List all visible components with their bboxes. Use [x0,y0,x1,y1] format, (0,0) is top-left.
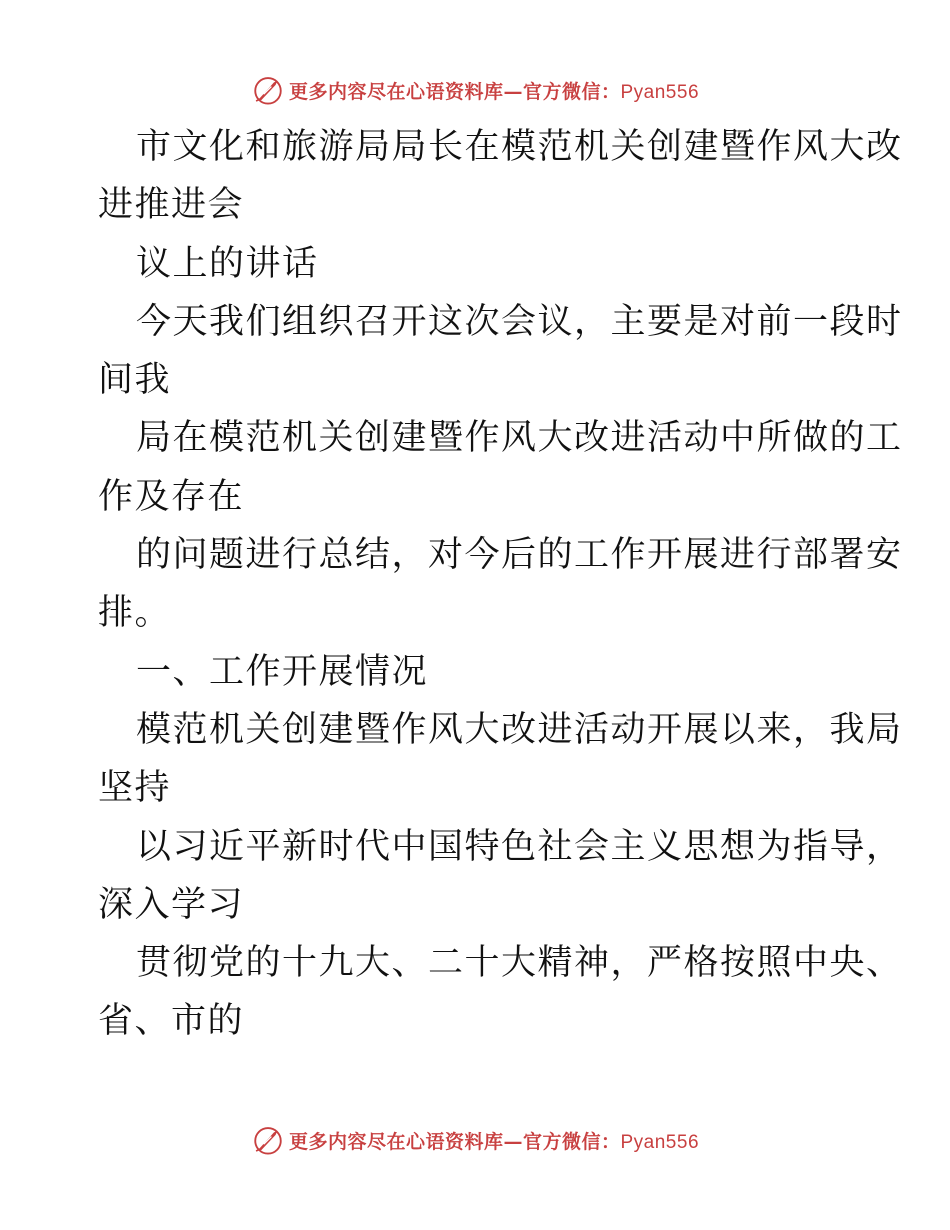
watermark-text: 更多内容尽在心语资料库—官方微信：Pyan556 [288,1130,700,1153]
text-line: 今天我们组织召开这次会议，主要是对前一段时 [136,301,903,342]
text-line: 坚持 [98,768,172,809]
text-line: 局在模范机关创建暨作风大改进活动中所做的工 [136,418,903,459]
text-line: 作及存在 [98,476,245,517]
text-line: 市文化和旅游局局长在模范机关创建暨作风大改 [136,127,903,167]
header-watermark [0,72,950,108]
text-line: 省、市的 [98,1001,245,1042]
watermark-text: 更多内容尽在心语资料库—官方微信：Pyan556 [288,80,700,103]
text-line: 模范机关创建暨作风大改进活动开展以来，我局 [136,709,903,750]
text-line: 深入学习 [98,884,245,925]
text-line: 以习近平新时代中国特色社会主义思想为指导， [136,826,903,867]
text-line: 间我 [98,360,172,401]
text-line: 议上的讲话 [136,243,319,284]
section-heading: 一、工作开展情况 [136,651,429,692]
document-body [98,118,903,1051]
footer-watermark [0,1122,950,1158]
text-line: 排。 [98,593,172,634]
text-line: 贯彻党的十九大、二十大精神，严格按照中央、 [136,943,903,984]
quill-pen-circle-icon [251,1123,285,1157]
text-line: 的问题进行总结，对今后的工作开展进行部署安 [136,535,903,576]
text-line: 进推进会 [98,185,245,226]
quill-pen-circle-icon [251,73,285,107]
